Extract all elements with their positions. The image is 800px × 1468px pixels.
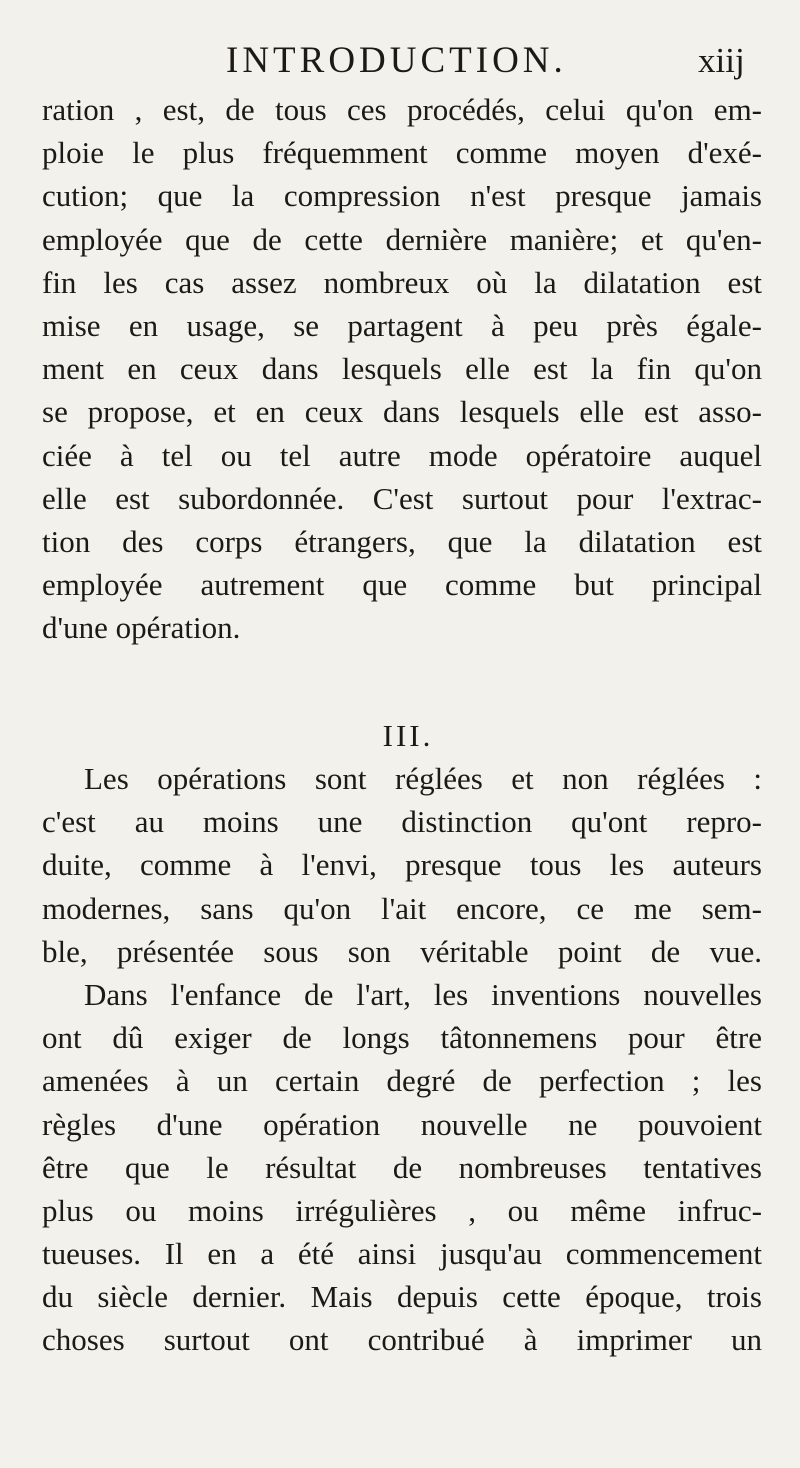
- text-line: tueuses. Il en a été ainsi jusqu'au commencement: [42, 1236, 762, 1272]
- text-line: règles d'une opération nouvelle ne pouvoient: [42, 1106, 762, 1142]
- running-title: INTRODUCTION.: [226, 40, 567, 81]
- text-line: c'est au moins une distinction qu'ont repro-: [42, 804, 762, 840]
- text-line: employée autrement que comme but principal: [42, 567, 762, 603]
- text-line: modernes, sans qu'on l'ait encore, ce me sem-: [42, 890, 762, 926]
- paragraph-continuation: [42, 88, 762, 649]
- text-line: Les opérations sont réglées et non réglées :: [84, 761, 762, 796]
- text-line: tion des corps étrangers, que la dilatation est: [42, 523, 762, 559]
- page-number: xiij: [698, 41, 745, 80]
- text-line: choses surtout ont contribué à imprimer un: [42, 1322, 762, 1358]
- text-line: être que le résultat de nombreuses tentatives: [42, 1149, 762, 1185]
- text-line: d'une opération.: [42, 610, 241, 646]
- text-line: fin les cas assez nombreux où la dilatation est: [42, 264, 762, 300]
- text-line: ciée à tel ou tel autre mode opératoire auquel: [42, 437, 762, 473]
- text-line: du siècle dernier. Mais depuis cette époque, trois: [42, 1279, 762, 1315]
- text-line: mise en usage, se partagent à peu près égale-: [42, 307, 762, 343]
- text-line: duite, comme à l'envi, presque tous les auteurs: [42, 847, 762, 883]
- paragraph-section-iii: [42, 757, 762, 1362]
- text-line: cution; que la compression n'est presque jamais: [42, 178, 762, 214]
- running-head: [0, 36, 800, 86]
- text-line: ploie le plus fréquemment comme moyen d'exé-: [42, 135, 762, 171]
- text-line: elle est subordonnée. C'est surtout pour l'extrac-: [42, 480, 762, 516]
- text-line: Dans l'enfance de l'art, les inventions nouvelles: [84, 976, 762, 1012]
- text-line: ration , est, de tous ces procédés, celui qu'on em-: [42, 92, 762, 127]
- text-line: employée que de cette dernière manière; et qu'en-: [42, 221, 762, 257]
- text-line: plus ou moins irrégulières , ou même infruc-: [42, 1192, 762, 1228]
- section-number: III.: [382, 718, 434, 753]
- text-line: ont dû exiger de longs tâtonnemens pour être: [42, 1020, 762, 1056]
- text-line: ble, présentée sous son véritable point de vue.: [42, 933, 762, 969]
- text-line: amenées à un certain degré de perfection ; les: [42, 1063, 762, 1099]
- text-line: se propose, et en ceux dans lesquels elle est asso-: [42, 394, 762, 430]
- text-line: ment en ceux dans lesquels elle est la fin qu'on: [42, 351, 762, 387]
